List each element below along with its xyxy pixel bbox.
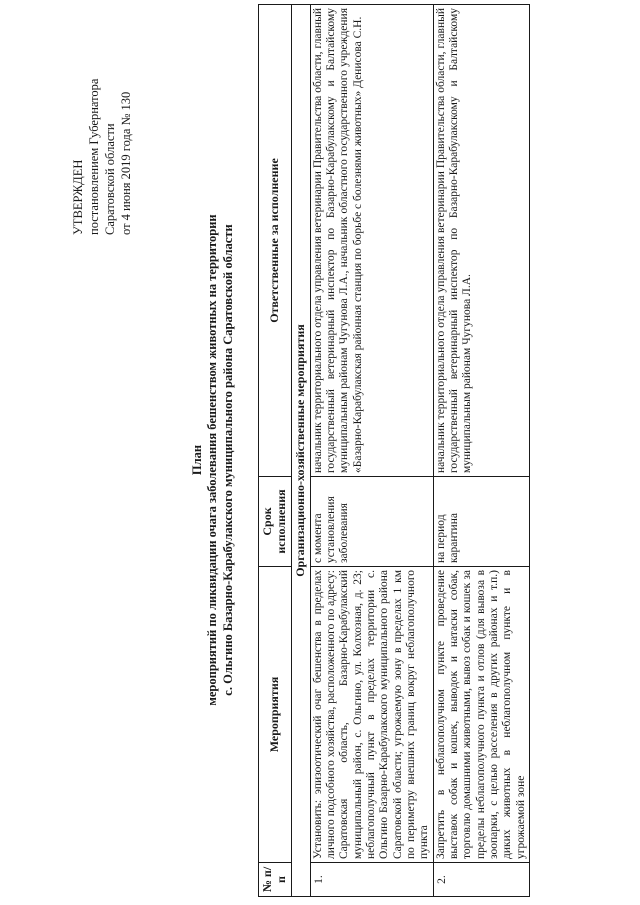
approval-stamp-block [70,5,134,235]
table-row [310,5,433,897]
row-term: с момента установления заболевания [310,477,433,567]
row-responsible: начальник территориального отдела управления ветеринарии Правительства области, главный государственный ветеринарный инспектор по Базарно-Карабулакскому и Балтайскому муниципальным районам Чугунова Л.А. [433,5,529,477]
section-row [291,5,310,897]
section-title: Организационно-хозяйственные мероприятия [291,5,310,897]
title-line-plan: План [190,444,204,476]
row-number: 1. [310,863,433,897]
title-line-location: с. Ольгино Базарно-Карабулакского муниципального района Саратовской области [220,224,235,696]
measures-table [258,4,530,897]
document-title [190,110,236,810]
approval-line: от 4 июня 2019 года № 130 [119,91,133,235]
header-measures: Мероприятия [259,567,292,863]
approval-line: УТВЕРЖДЕН [71,159,85,235]
title-line-subject: мероприятий по ликвидации очага заболевания бешенством животных на территории [205,214,220,706]
row-responsible: начальник территориального отдела управления ветеринарии Правительства области, главный государственный ветеринарный инспектор по Базарно-Карабулакскому и Балтайскому муниципальным районам Чугунова Л.А., начальник областного государственного учреждения «Базарно-Карабулакская районная станция по борьбе с болезнями животных» Денисова С.Н. [310,5,433,477]
table-header-row [259,5,292,897]
row-term: на период карантина [433,477,529,567]
table-row [433,5,529,897]
header-responsible: Ответственные за исполнение [259,5,292,477]
header-term: Срок исполнения [259,477,292,567]
header-num: № п/п [259,863,292,897]
approval-line: Саратовской области [103,123,117,235]
row-number: 2. [433,863,529,897]
row-measures: Запретить в неблагополучном пункте проведение выставок собак и кошек, выводок и натаски собак, торговлю домашними животными, вывоз собак и кошек за пределы неблагополучного пункта и отлов (для вывоза в зоопарки, с целью расселения в других районах и т.п.) диких животных в неблагополучном пункте и в угрожаемой зоне [433,567,529,863]
row-measures: Установить: эпизоотический очаг бешенства в пределах личного подсобного хозяйства, расположенного по адресу: Саратовская область, Базарно-Карабулакский муниципальный район, с. Ольгино, ул. Колхозная, д. 23; неблагополучный пункт в пределах территории с. Ольгино Базарно-Карабулакского муниципального района Саратовской области; угрожаемую зону в пределах 1 км по периметру внешних границ вокруг неблагополучного пункта [310,567,433,863]
approval-line: постановлением Губернатора [87,78,101,235]
